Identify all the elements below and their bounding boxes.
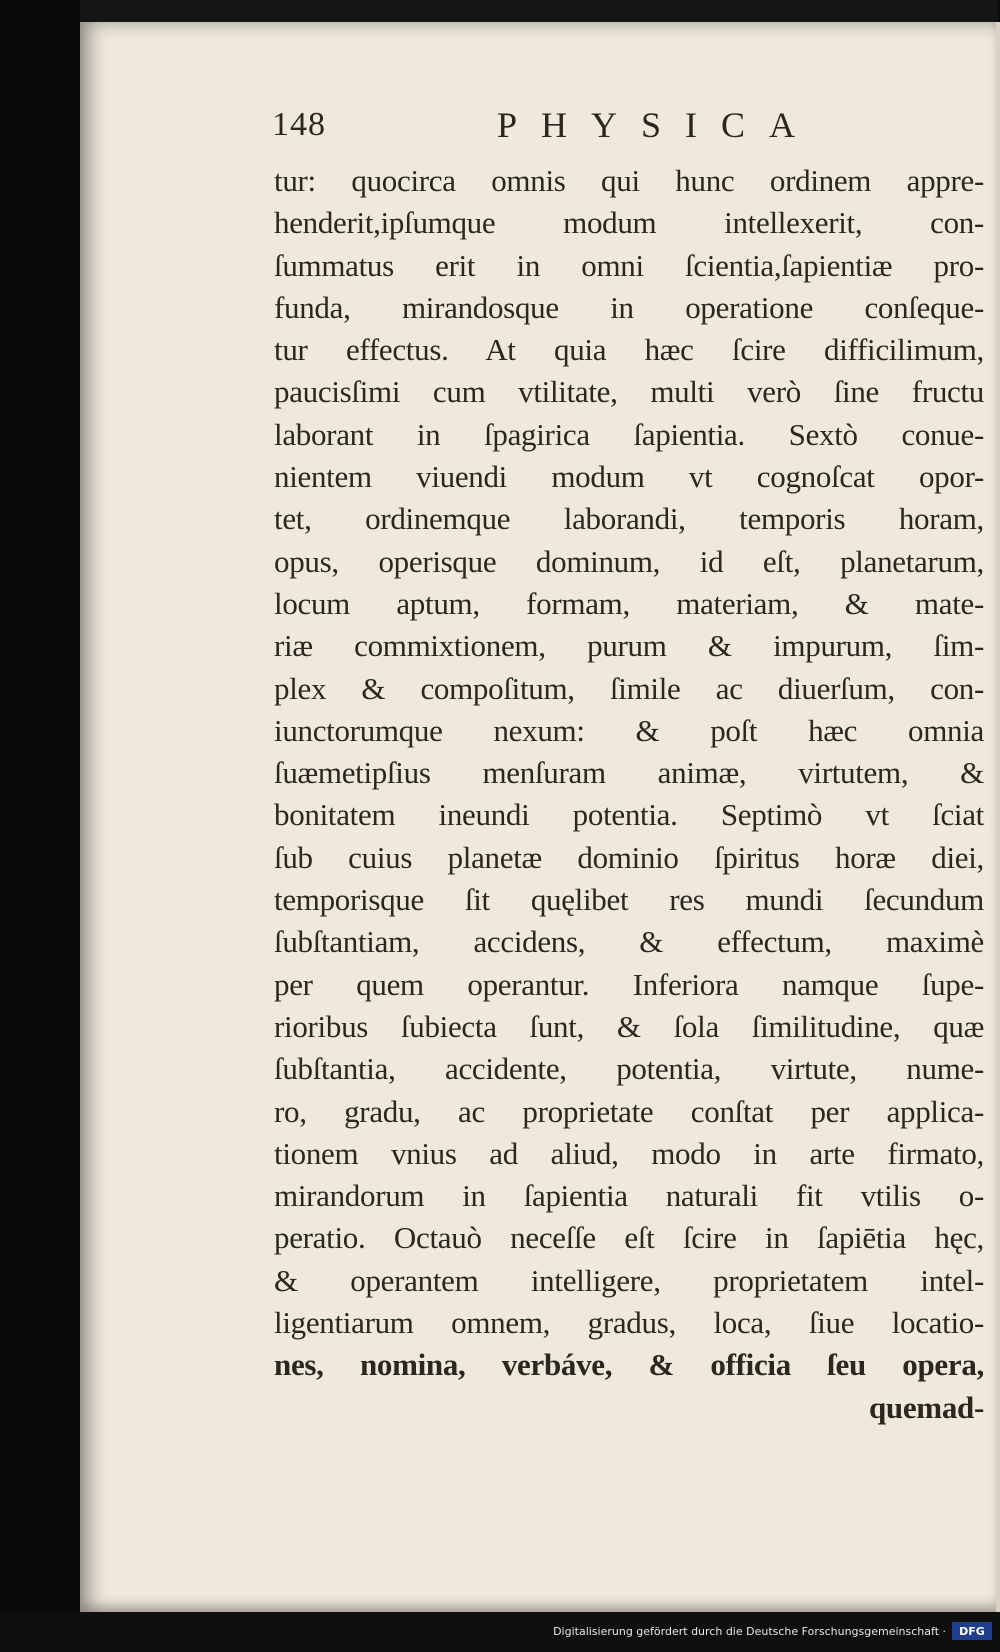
page-number: 148 [272,106,326,143]
text-line: mirandorum in ſapientia naturali fit vtilis o- [274,1178,984,1214]
text-line: tur effectus. At quia hæc ſcire difficilimum, [274,332,984,368]
text-line: bonitatem ineundi potentia. Septimò vt ſciat [274,797,984,833]
text-line: per quem operantur. Inferiora namque ſupe- [274,966,984,1002]
text-line: tet, ordinemque laborandi, temporis horam, [274,501,984,537]
text-line: ſummatus erit in omni ſcientia,ſapientiæ pro- [274,247,984,283]
digitization-credit: Digitalisierung gefördert durch die Deutsche Forschungsgemeinschaft · [553,1625,946,1638]
text-line: ſubſtantiam, accidens, & effectum, maximè [274,924,984,960]
text-line: ſub cuius planetæ dominio ſpiritus horæ diei, [274,839,984,875]
text-line: paucisſimi cum vtilitate, multi verò ſine fructu [274,374,984,410]
text-line: temporisque ſit quęlibet res mundi ſecundum [274,882,984,918]
dfg-logo: DFG [952,1622,992,1640]
text-line: funda, mirandosque in operatione conſeque- [274,289,984,325]
catchword: quemad- [868,1389,984,1425]
text-line: ligentiarum omnem, gradus, loca, ſiue locatio- [274,1305,984,1341]
page-right-edge [996,22,1000,1612]
body-text [274,160,984,1429]
text-line: ro, gradu, ac proprietate conſtat per applica- [274,1093,984,1129]
text-line: rioribus ſubiecta ſunt, & ſola ſimilitudine, quæ [274,1008,984,1044]
text-line: peratio. Octauò neceſſe eſt ſcire in ſapiētia hęc, [274,1220,984,1256]
book-gutter [0,0,80,1652]
text-line: ſuæmetipſius menſuram animæ, virtutem, & [274,755,984,791]
text-line: tionem vnius ad aliud, modo in arte firmato, [274,1135,984,1171]
running-head: PHYSICA [497,105,820,145]
text-line: tur: quocirca omnis qui hunc ordinem appre- [274,163,984,198]
text-line: nientem viuendi modum vt cognoſcat opor- [274,459,984,495]
text-line: opus, operisque dominum, id eſt, planetarum, [274,543,984,579]
text-line: plex & compoſitum, ſimile ac diuerſum, con- [274,670,984,706]
text-line: henderit,ipſumque modum intellexerit, con- [274,205,984,241]
text-line: nes, nomina, verbáve, & officia ſeu opera, [274,1347,984,1383]
text-line: riæ commixtionem, purum & impurum, ſim- [274,628,984,664]
text-line: locum aptum, formam, materiam, & mate- [274,585,984,621]
text-line: & operantem intelligere, proprietatem intel- [274,1262,984,1298]
page-top-edge [80,0,998,22]
text-line: iunctorumque nexum: & poſt hæc omnia [274,712,984,748]
text-line: ſubſtantia, accidente, potentia, virtute, nume- [274,1051,984,1087]
text-line: laborant in ſpagirica ſapientia. Sextò conue- [274,416,984,452]
page-header [272,100,972,150]
